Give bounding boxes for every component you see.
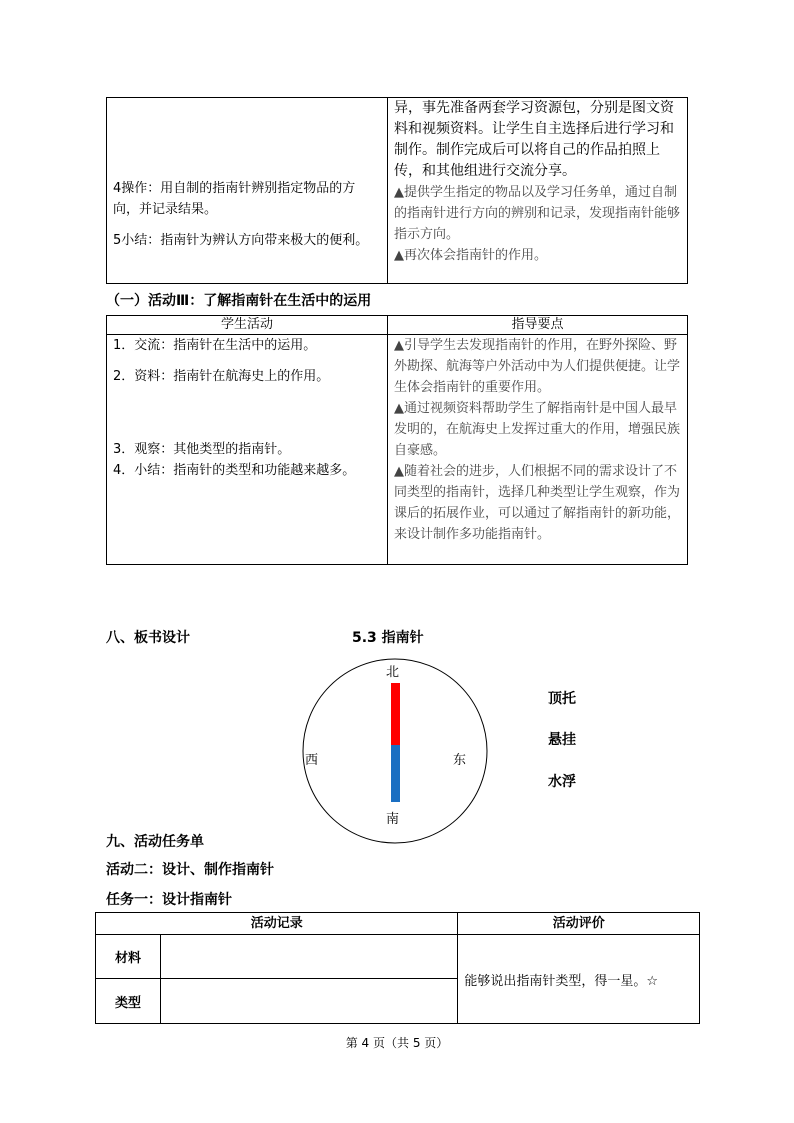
activity-3-guidance-cell — [388, 335, 688, 565]
method-2: 悬挂 — [548, 732, 576, 748]
header-guidance: 指导要点 — [388, 316, 688, 335]
evaluation-cell: 能够说出指南针类型，得一星。☆ — [458, 935, 700, 1024]
lesson-table-top — [106, 97, 688, 284]
activity-3-heading: （一）活动Ⅲ：了解指南针在生活中的运用 — [106, 293, 372, 309]
north-label: 北 — [386, 665, 400, 680]
guidance-continued-text: 异，事先准备两套学习资源包，分别是图文资料和视频资料。让学生自主选择后进行学习和制作。制作完成后可以将自己的作品拍照上传，和其他组进行交流分享。 — [394, 100, 674, 179]
east-label: 东 — [453, 753, 467, 768]
method-3: 水浮 — [548, 774, 576, 790]
north-needle — [391, 683, 400, 745]
guidance-step-4-text: ▲提供学生指定的物品以及学习任务单，通过自制的指南针进行方向的辨别和记录，发现指南针能够指示方向。 — [394, 185, 681, 242]
activity-3-table — [106, 315, 688, 565]
board-title: 5.3 指南针 — [352, 630, 424, 646]
activity-3-tip-1: ▲引导学生去发现指南针的作用，在野外探险、野外勘探、航海等户外活动中为人们提供便捷。让学生体会指南针的重要作用。 — [394, 338, 681, 395]
activity-3-item-4: 4．小结：指南针的类型和功能越来越多。 — [113, 463, 356, 478]
activity-3-item-1: 1．交流：指南针在生活中的运用。 — [113, 338, 317, 353]
task-1-heading: 任务一：设计指南针 — [106, 892, 232, 908]
student-activity-cell — [107, 98, 388, 284]
step-5-text: 5小结：指南针为辨认方向带来极大的便利。 — [113, 233, 369, 248]
step-4-text: 4操作：用自制的指南针辨别指定物品的方向，并记录结果。 — [113, 181, 356, 217]
method-1: 顶托 — [548, 691, 576, 707]
guidance-step-5-text: ▲再次体会指南针的作用。 — [394, 248, 547, 263]
activity-3-item-2: 2．资料：指南针在航海史上的作用。 — [113, 369, 330, 384]
activity-3-tip-3: ▲随着社会的进步，人们根据不同的需求设计了不同类型的指南针，选择几种类型让学生观察，作为课后的拓展作业，可以通过了解指南针的新功能，来设计制作多功能指南针。 — [394, 464, 681, 542]
section-8-heading: 八、板书设计 — [106, 630, 190, 646]
activity-2-heading: 活动二：设计、制作指南针 — [106, 862, 274, 878]
activity-3-item-3: 3．观察：其他类型的指南针。 — [113, 442, 291, 457]
section-9-heading: 九、活动任务单 — [106, 834, 204, 850]
south-needle — [391, 745, 400, 802]
task-table — [95, 912, 700, 1024]
compass-diagram — [300, 655, 490, 845]
west-label: 西 — [305, 753, 319, 768]
header-student-activity: 学生活动 — [107, 316, 388, 335]
activity-3-tip-2: ▲通过视频资料帮助学生了解指南针是中国人最早发明的，在航海史上发挥过重大的作用，增强民族自豪感。 — [394, 401, 681, 458]
type-input-cell[interactable] — [161, 979, 458, 1024]
activity-3-student-cell — [107, 335, 388, 565]
header-activity-record: 活动记录 — [96, 913, 458, 935]
materials-input-cell[interactable] — [161, 935, 458, 979]
guidance-cell — [388, 98, 688, 284]
row-label-materials: 材料 — [96, 935, 161, 979]
south-label: 南 — [386, 812, 400, 827]
row-label-type: 类型 — [96, 979, 161, 1024]
page-footer: 第 4 页（共 5 页） — [345, 1036, 449, 1050]
header-activity-evaluation: 活动评价 — [458, 913, 700, 935]
